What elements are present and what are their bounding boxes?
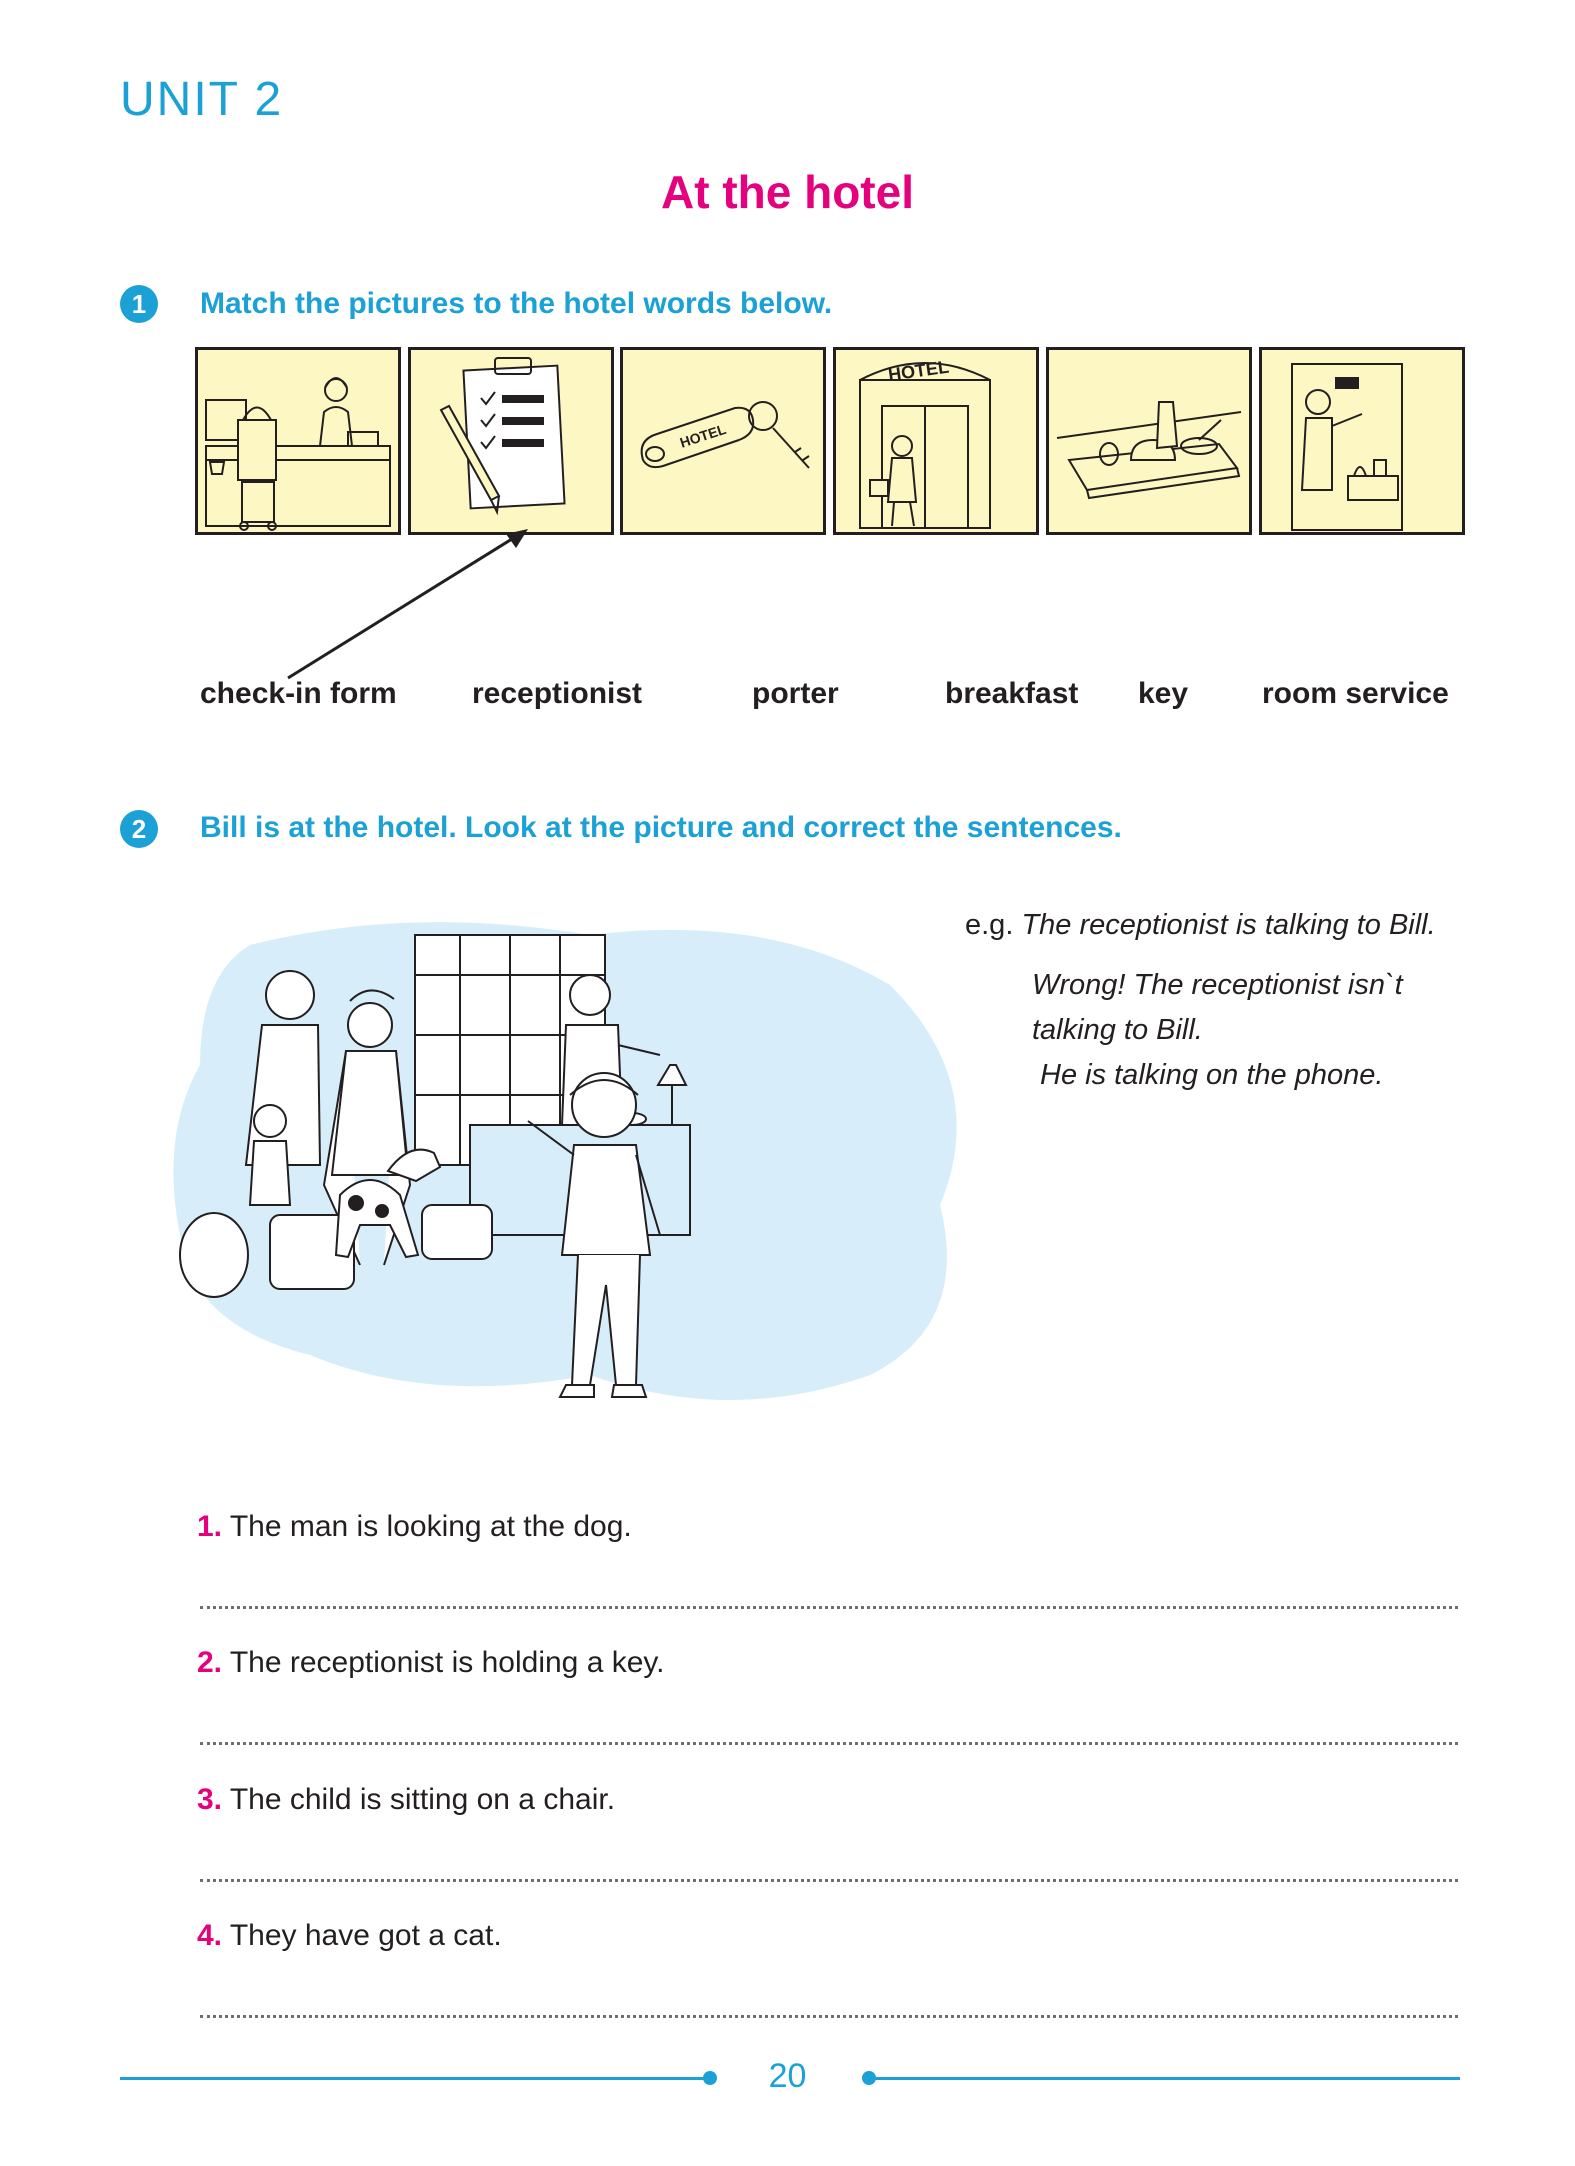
hotel-lobby-illustration [170, 905, 970, 1445]
answer-line-3[interactable] [200, 1879, 1458, 1882]
exercise-1-instruction: Match the pictures to the hotel words below. [200, 287, 833, 320]
example-answer-line-3: He is talking on the phone. [1040, 1059, 1384, 1091]
page-title: At the hotel [661, 166, 914, 218]
picture-receptionist-desk [195, 347, 401, 535]
exercise-2-instruction: Bill is at the hotel. Look at the picture and correct the sentences. [200, 811, 1122, 844]
example-prefix: e.g. [965, 909, 1014, 941]
answer-line-2[interactable] [200, 1742, 1458, 1745]
example-text: The receptionist is talking to Bill. [1021, 909, 1436, 941]
example-answer-line-2: talking to Bill. [1032, 1014, 1203, 1046]
word-porter: porter [752, 677, 839, 710]
word-room-service: room service [1262, 677, 1449, 710]
picture-breakfast-tray [1046, 347, 1252, 535]
word-breakfast: breakfast [945, 677, 1079, 710]
answer-line-4[interactable] [200, 2015, 1458, 2018]
word-key: key [1138, 677, 1189, 710]
unit-label: UNIT 2 [120, 73, 284, 126]
picture-hotel-porter [833, 347, 1039, 535]
svg-text:HOTEL: HOTEL [677, 420, 728, 451]
picture-room-service [1259, 347, 1465, 535]
footer-rule-right [868, 2077, 1460, 2080]
question-4: 4. They have got a cat. [197, 1919, 502, 1952]
picture-key [620, 347, 826, 535]
svg-text:HOTEL: HOTEL [886, 356, 951, 385]
exercise-1-number: 1 [120, 285, 158, 323]
example-sentence [965, 909, 1436, 942]
example-arrow [280, 520, 540, 690]
exercise-2-number: 2 [120, 810, 158, 848]
question-3: 3. The child is sitting on a chair. [197, 1783, 616, 1816]
word-check-in-form: check-in form [200, 677, 397, 710]
question-1: 1. The man is looking at the dog. [197, 1510, 632, 1543]
question-2: 2. The receptionist is holding a key. [197, 1646, 665, 1679]
example-answer-line-1: Wrong! The receptionist isn`t [1032, 969, 1403, 1001]
page-number: 20 [768, 2057, 807, 2095]
picture-check-in-form [408, 347, 614, 535]
answer-line-1[interactable] [200, 1606, 1458, 1609]
word-receptionist: receptionist [472, 677, 643, 710]
